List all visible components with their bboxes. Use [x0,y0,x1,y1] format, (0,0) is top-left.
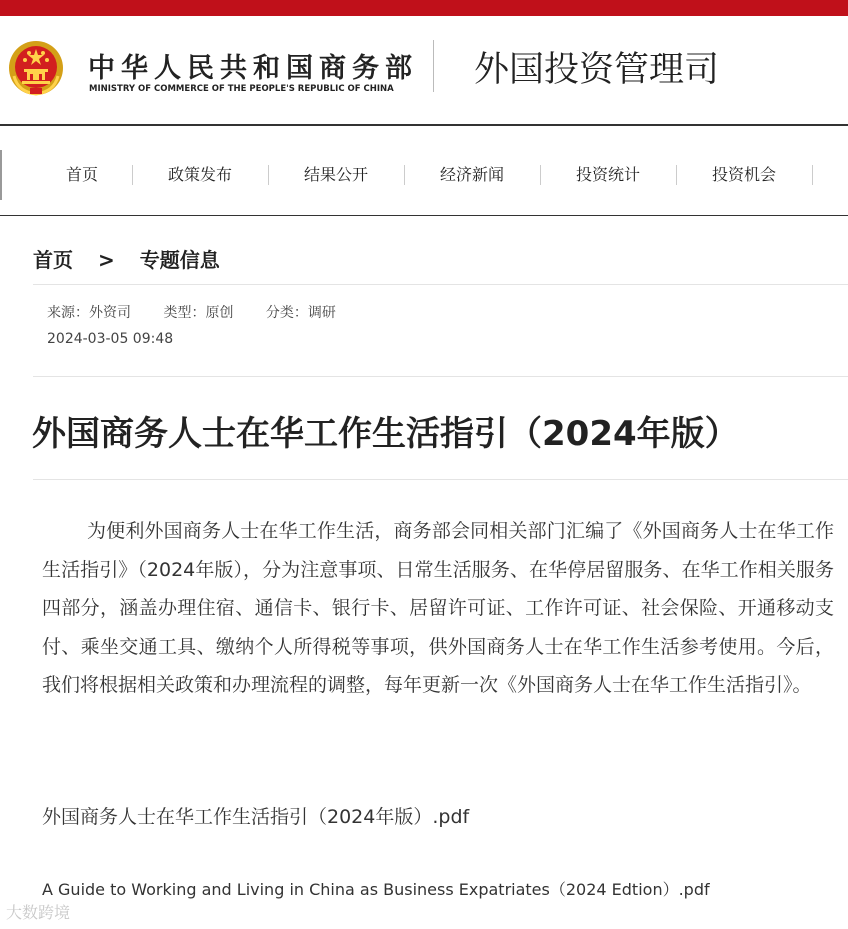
ministry-name-cn: 中华人民共和国商务部 [88,53,418,84]
department-name[interactable]: 外国投资管理司 [474,50,720,90]
breadcrumb-current[interactable]: 专题信息 [139,248,220,272]
article-source: 来源：外资司 [47,305,131,321]
nav-separator [268,165,269,185]
nav-item-policy[interactable]: 政策发布 [167,165,232,184]
nav-item-home[interactable]: 首页 [65,165,98,184]
header-divider [433,40,434,92]
breadcrumb-separator: > [97,248,115,272]
main-nav [0,150,848,200]
article-title: 外国商务人士在华工作生活指引（2024年版） [32,414,739,454]
article-category: 分类：调研 [265,305,336,321]
attachment-link-cn[interactable]: 外国商务人士在华工作生活指引（2024年版）.pdf [42,806,470,828]
header-bottom-rule [0,124,848,126]
nav-separator [404,165,405,185]
nav-separator [676,165,677,185]
nav-item-news[interactable]: 经济新闻 [439,165,504,184]
article-body: 为便利外国商务人士在华工作生活，商务部会同相关部门汇编了《外国商务人士在华工作生活指引》（2024年版），分为注意事项、日常生活服务、在华停居留服务、在华工作相关服务四部分，涵盖办理住宿、通信卡、银行卡、居留许可证、工作许可证、社会保险、开通移动支付、乘坐交通工具、缴纳个人所得税等事项，供外国商务人士在华工作生活参考使用。今后，我们将根据相关政策和办理流程的调整，每年更新一次《外国商务人士在华工作生活指引》。 [42,520,834,696]
nav-item-results[interactable]: 结果公开 [303,165,368,184]
top-red-bar [0,0,848,16]
watermark: 大数跨境 [6,903,71,922]
article-meta [47,302,364,322]
nav-item-opportunities[interactable]: 投资机会 [711,165,776,184]
nav-bottom-rule [0,215,848,216]
nav-separator [540,165,541,185]
site-header [0,16,848,124]
ministry-name-en: MINISTRY OF COMMERCE OF THE PEOPLE'S REPUBLIC OF CHINA [89,84,394,94]
attachment-link-en[interactable]: A Guide to Working and Living in China as Business Expatriates（2024 Edtion）.pdf [42,880,710,899]
article-date: 2024-03-05 09:48 [47,331,174,347]
breadcrumb-home[interactable]: 首页 [33,248,73,272]
nav-separator [812,165,813,185]
article-type: 类型：原创 [163,305,234,321]
national-emblem-icon[interactable] [8,40,64,96]
title-rule [33,479,848,480]
nav-item-statistics[interactable]: 投资统计 [575,165,640,184]
breadcrumb-rule [33,284,848,285]
nav-separator [132,165,133,185]
breadcrumb [33,244,220,273]
meta-rule [33,376,848,377]
